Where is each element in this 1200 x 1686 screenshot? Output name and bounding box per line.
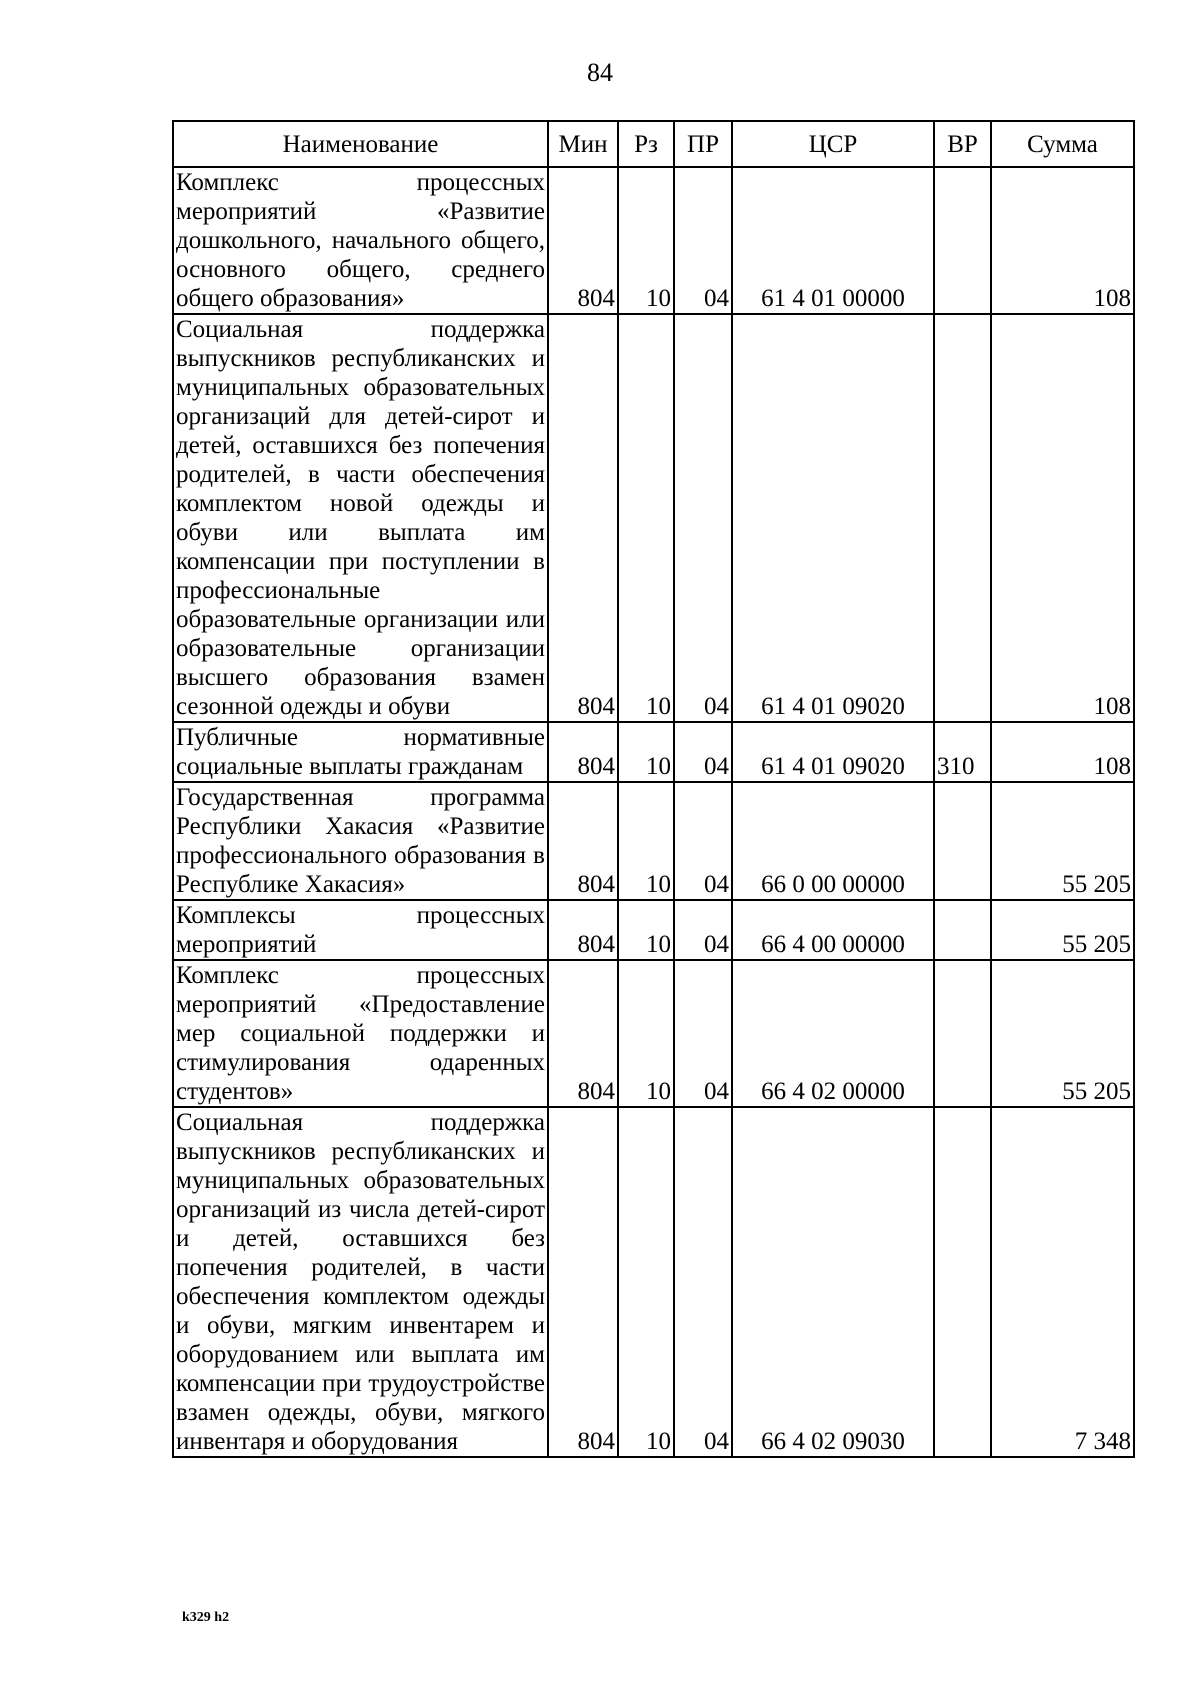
row-min: 804 <box>548 314 618 722</box>
header-rz: Рз <box>618 121 674 167</box>
row-vr <box>934 782 991 900</box>
row-rz: 10 <box>618 1107 674 1457</box>
row-csr: 66 0 00 00000 <box>732 782 934 900</box>
row-csr: 66 4 00 00000 <box>732 900 934 960</box>
row-sum: 55 205 <box>991 960 1134 1107</box>
row-min: 804 <box>548 900 618 960</box>
row-vr: 310 <box>934 722 991 782</box>
table-row <box>173 782 1134 900</box>
header-csr: ЦСР <box>732 121 934 167</box>
row-min: 804 <box>548 782 618 900</box>
table-header-row <box>173 121 1134 167</box>
row-name: Социальная поддержка выпускников республиканских и муниципальных образовательных организаций для детей-сирот и детей, оставшихся без попечения родителей, в части обеспечения комплектом новой одежды и обуви или выплата им компенсации при поступлении в профессиональные образовательные организации или образовательные организации высшего образования взамен сезонной одежды и обуви <box>173 314 548 722</box>
row-sum: 108 <box>991 722 1134 782</box>
row-vr <box>934 900 991 960</box>
row-name: Комплексы процессных мероприятий <box>173 900 548 960</box>
row-name: Социальная поддержка выпускников республиканских и муниципальных образовательных организаций из числа детей-сирот и детей, оставшихся без попечения родителей, в части обеспечения комплектом одежды и обуви, мягким инвентарем и оборудованием или выплата им компенсации при трудоустройстве взамен одежды, обуви, мягкого инвентаря и оборудования <box>173 1107 548 1457</box>
row-pr: 04 <box>674 1107 732 1457</box>
row-vr <box>934 314 991 722</box>
row-pr: 04 <box>674 167 732 314</box>
row-csr: 66 4 02 09030 <box>732 1107 934 1457</box>
row-pr: 04 <box>674 782 732 900</box>
row-min: 804 <box>548 1107 618 1457</box>
table-row <box>173 900 1134 960</box>
row-rz: 10 <box>618 722 674 782</box>
header-name: Наименование <box>173 121 548 167</box>
row-sum: 108 <box>991 314 1134 722</box>
row-min: 804 <box>548 960 618 1107</box>
row-rz: 10 <box>618 900 674 960</box>
row-pr: 04 <box>674 960 732 1107</box>
header-vr: ВР <box>934 121 991 167</box>
row-vr <box>934 960 991 1107</box>
row-csr: 66 4 02 00000 <box>732 960 934 1107</box>
row-pr: 04 <box>674 722 732 782</box>
table-row <box>173 722 1134 782</box>
row-name: Комплекс процессных мероприятий «Развитие дошкольного, начального общего, основного общего, среднего общего образования» <box>173 167 548 314</box>
row-rz: 10 <box>618 960 674 1107</box>
row-csr: 61 4 01 00000 <box>732 167 934 314</box>
row-name: Комплекс процессных мероприятий «Предоставление мер социальной поддержки и стимулирования одаренных студентов» <box>173 960 548 1107</box>
row-csr: 61 4 01 09020 <box>732 722 934 782</box>
table-row <box>173 960 1134 1107</box>
footer-code: k329 h2 <box>182 1610 230 1625</box>
page-number: 84 <box>587 58 613 87</box>
row-rz: 10 <box>618 314 674 722</box>
row-sum: 108 <box>991 167 1134 314</box>
row-min: 804 <box>548 167 618 314</box>
table-row <box>173 314 1134 722</box>
row-vr <box>934 167 991 314</box>
row-rz: 10 <box>618 167 674 314</box>
table-row <box>173 1107 1134 1457</box>
row-name: Публичные нормативные социальные выплаты гражданам <box>173 722 548 782</box>
row-min: 804 <box>548 722 618 782</box>
header-sum: Сумма <box>991 121 1134 167</box>
row-name: Государственная программа Республики Хакасия «Развитие профессионального образования в Республике Хакасия» <box>173 782 548 900</box>
row-rz: 10 <box>618 782 674 900</box>
row-vr <box>934 1107 991 1457</box>
row-csr: 61 4 01 09020 <box>732 314 934 722</box>
table-row <box>173 167 1134 314</box>
row-sum: 7 348 <box>991 1107 1134 1457</box>
row-pr: 04 <box>674 314 732 722</box>
row-pr: 04 <box>674 900 732 960</box>
header-pr: ПР <box>674 121 732 167</box>
row-sum: 55 205 <box>991 782 1134 900</box>
header-min: Мин <box>548 121 618 167</box>
row-sum: 55 205 <box>991 900 1134 960</box>
budget-table <box>172 120 1135 1458</box>
